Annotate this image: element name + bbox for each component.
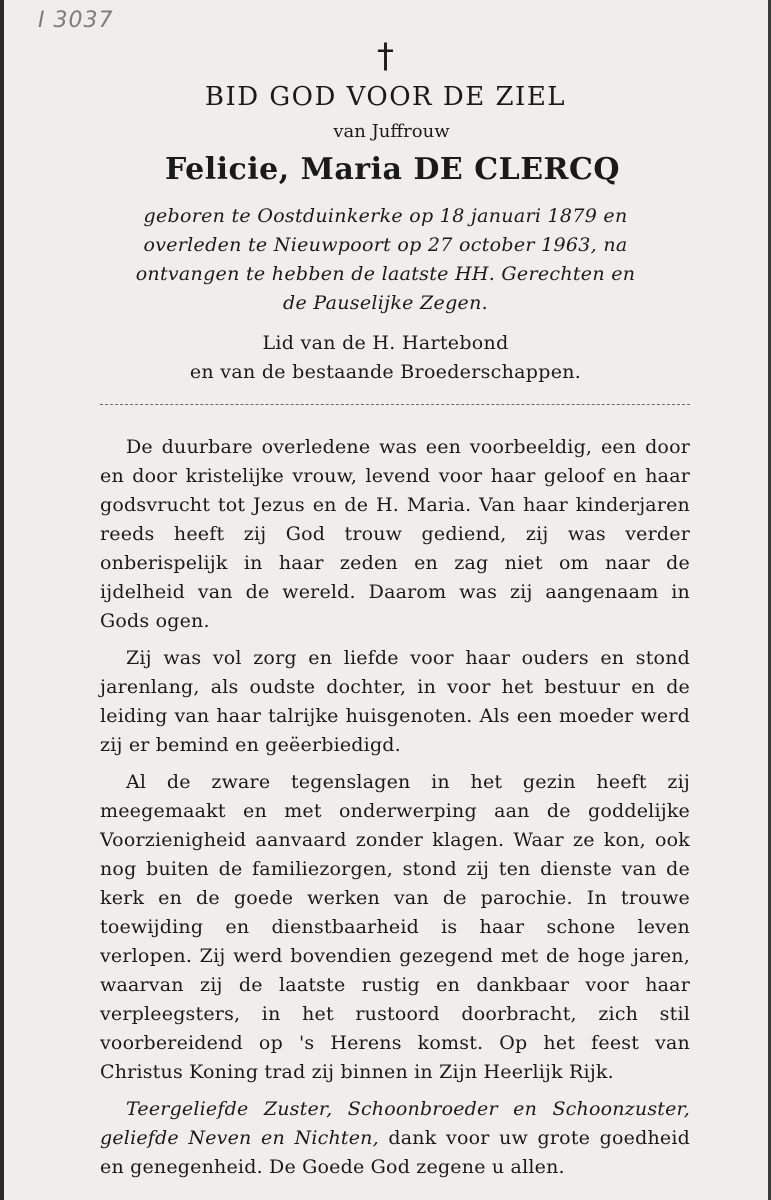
deceased-name: Felicie, Maria DE CLERCQ [164,152,620,187]
membership-details [0,329,771,387]
card-header [0,36,771,387]
dashed-divider [100,404,690,405]
archive-number: I 3037 [38,8,114,33]
birth-line: geboren te Oostduinkerke op 18 januari 1879 en [143,205,628,227]
closing-paragraph [100,1095,690,1182]
closing-italic: Teergeliefde Zuster, Schoonbroeder en Schoonzuster, geliefde Neven en Nichten, [100,1098,690,1149]
birth-line: ontvangen te hebben de laatste HH. Gerechten en [135,263,636,285]
memorial-text [100,433,690,1190]
closing-regular: dank voor uw grote goedheid en genegenheid. De Goede God zegene u allen. [100,1127,690,1178]
paragraph: De duurbare overledene was een voorbeeldig, een door en door kristelijke vrouw, levend voor haar geloof en haar godsvrucht tot Jezus en de H. Maria. Van haar kinderjaren reeds heeft zij God trouw gediend, zij was verder onberispelijk in haar zeden en zag niet om naar de ijdelheid van de wereld. Daarom was zij aangenaam in Gods ogen. [100,436,690,632]
cross-icon: † [377,36,394,76]
membership-line: Lid van de H. Hartebond [262,332,509,354]
membership-line: en van de bestaande Broederschappen. [189,361,582,383]
prayer-heading: BID GOD VOOR DE ZIEL [204,82,567,112]
birth-death-details [0,202,771,318]
paragraph: Al de zware tegenslagen in het gezin heeft zij meegemaakt en met onderwerping aan de goddelijke Voorzienigheid aanvaard zonder klagen. Waar ze kon, ook nog buiten de familiezorgen, stond zij ten dienste van de kerk en de goede werken van de parochie. In trouwe toewijding en dienstbaarheid is haar schone leven verlopen. Zij werd bovendien gezegend met de hoge jaren, waarvan zij de laatste rustig en dankbaar voor haar verpleegsters, in het rustoord doorbracht, zich stil voorbereidend op 's Herens komst. Op het feest van Christus Koning trad zij binnen in Zijn Heerlijk Rijk. [100,771,690,1083]
title-prefix: van Juffrouw [333,121,450,142]
paragraph: Zij was vol zorg en liefde voor haar ouders en stond jarenlang, als oudste dochter, in voor het bestuur en de leiding van haar talrijke huisgenoten. Als een moeder werd zij er bemind en geëerbiedigd. [100,647,690,756]
birth-line: overleden te Nieuwpoort op 27 october 1963, na [143,234,628,256]
birth-line: de Pauselijke Zegen. [283,292,488,314]
